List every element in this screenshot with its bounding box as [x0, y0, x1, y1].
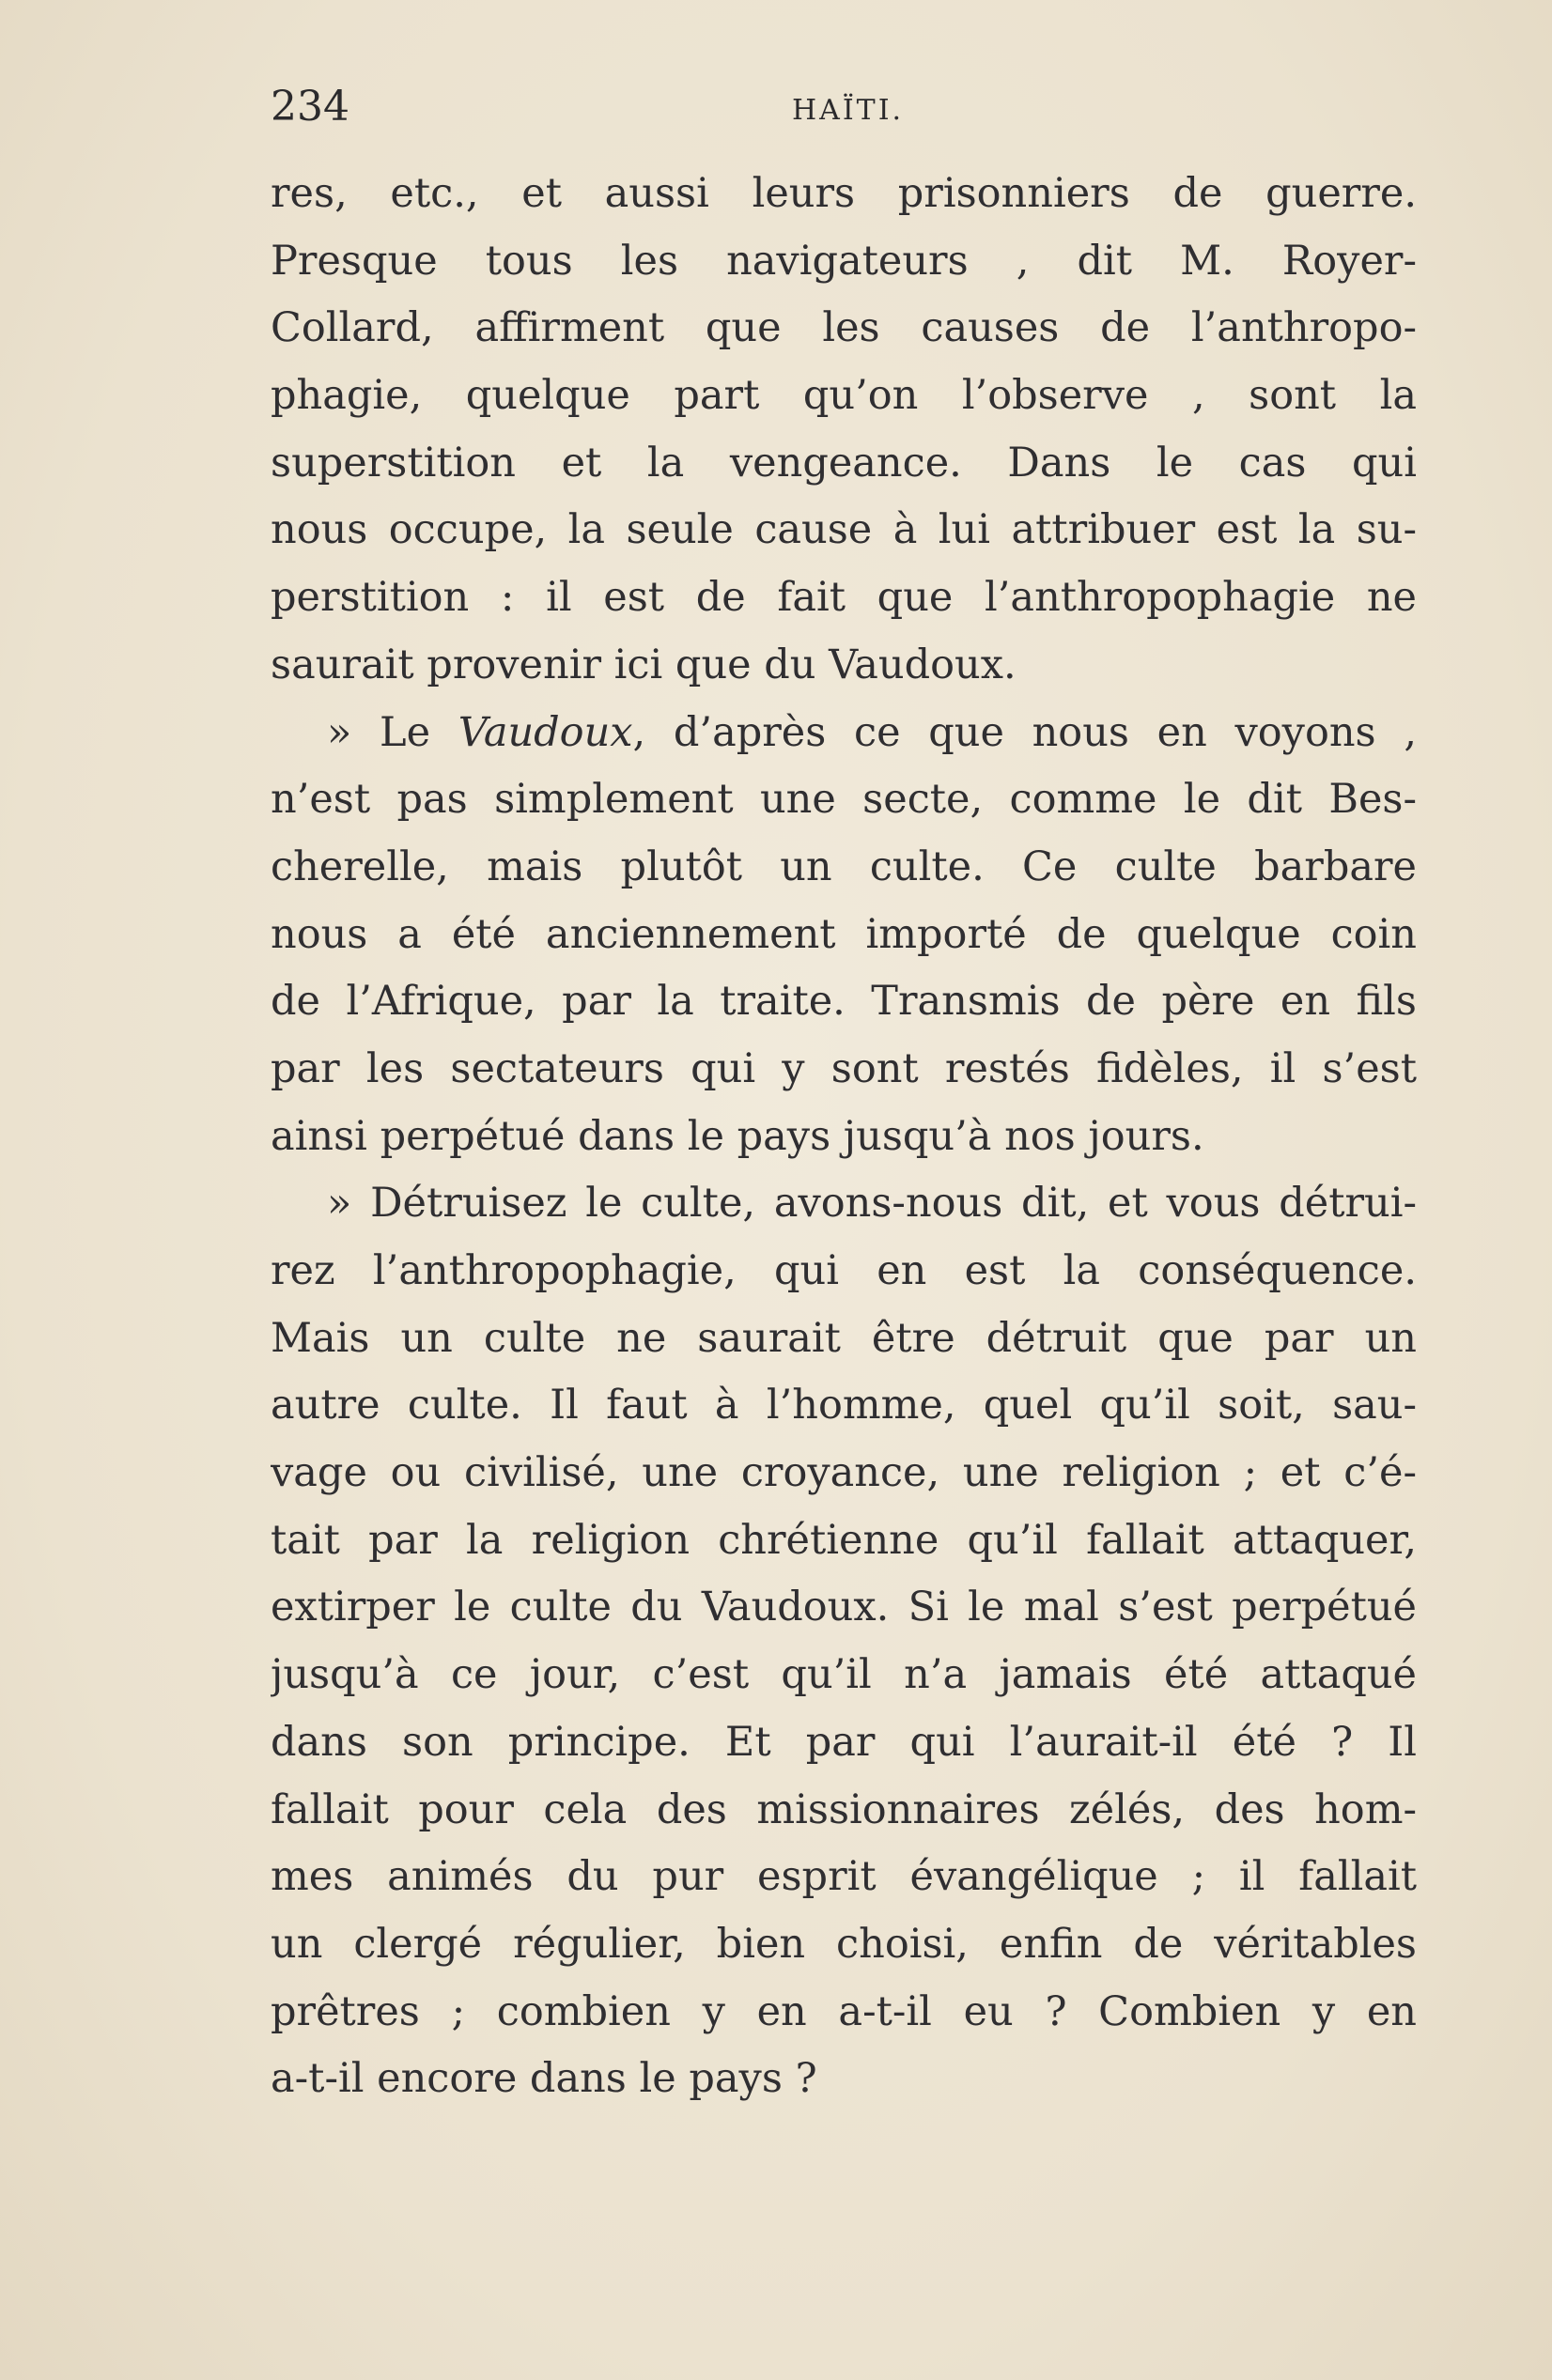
text-line: mes animés du pur esprit évangélique ; il fallait: [271, 1853, 1417, 1901]
text-line: phagie, quelque part qu’on l’observe , sont la: [271, 372, 1417, 420]
text-line: jusqu’à ce jour, c’est qu’il n’a jamais été attaqué: [271, 1651, 1417, 1699]
text-line: autre culte. Il faut à l’homme, quel qu’il soit, sau-: [271, 1382, 1417, 1430]
text-line: nous a été anciennement importé de quelque coin: [271, 910, 1417, 958]
text-line: a-t-il encore dans le pays ?: [271, 2055, 817, 2103]
text-line: » Le Vaudoux, d’après ce que nous en voyons ,: [327, 708, 1417, 756]
text-line: un clergé régulier, bien choisi, enfin de véritables: [271, 1920, 1417, 1968]
text-line: vage ou civilisé, une croyance, une religion ; et c’é-: [271, 1449, 1417, 1497]
italic-term: Vaudoux: [458, 708, 633, 756]
body-text: [271, 161, 1417, 2113]
text-line: res, etc., et aussi leurs prisonniers de guerre.: [271, 170, 1417, 217]
text-line: fallait pour cela des missionnaires zélés, des hom-: [271, 1785, 1417, 1833]
text-line: saurait provenir ici que du Vaudoux.: [271, 641, 1017, 688]
running-head: HAÏTI.: [792, 94, 905, 127]
text-line: n’est pas simplement une secte, comme le dit Bes-: [271, 776, 1417, 824]
text-line: tait par la religion chrétienne qu’il fallait attaquer,: [271, 1516, 1417, 1564]
text-line: par les sectateurs qui y sont restés fidèles, il s’est: [271, 1044, 1417, 1092]
page-number: 234: [271, 83, 349, 131]
text-line: » Détruisez le culte, avons-nous dit, et vous détrui-: [327, 1180, 1417, 1228]
text-line: cherelle, mais plutôt un culte. Ce culte barbare: [271, 842, 1417, 890]
text-line: superstition et la vengeance. Dans le cas qui: [271, 439, 1417, 487]
text-line: ainsi perpétué dans le pays jusqu’à nos jours.: [271, 1112, 1204, 1160]
text-line: Mais un culte ne saurait être détruit que par un: [271, 1314, 1417, 1362]
text-line: rez l’anthropophagie, qui en est la conséquence.: [271, 1247, 1417, 1294]
text-line: extirper le culte du Vaudoux. Si le mal s’est perpétué: [271, 1584, 1417, 1631]
text-line: de l’Afrique, par la traite. Transmis de père en fils: [271, 978, 1417, 1026]
text-line: nous occupe, la seule cause à lui attribuer est la su-: [271, 506, 1417, 554]
text-line: prêtres ; combien y en a-t-il eu ? Combien y en: [271, 1987, 1417, 2035]
text-line: Presque tous les navigateurs , dit M. Royer-: [271, 237, 1417, 285]
text-line: perstition : il est de fait que l’anthropophagie ne: [271, 574, 1417, 622]
text-line: Collard, affirment que les causes de l’anthropo-: [271, 304, 1417, 352]
page-header: [271, 83, 1417, 148]
text-line: dans son principe. Et par qui l’aurait-il été ? Il: [271, 1718, 1417, 1766]
